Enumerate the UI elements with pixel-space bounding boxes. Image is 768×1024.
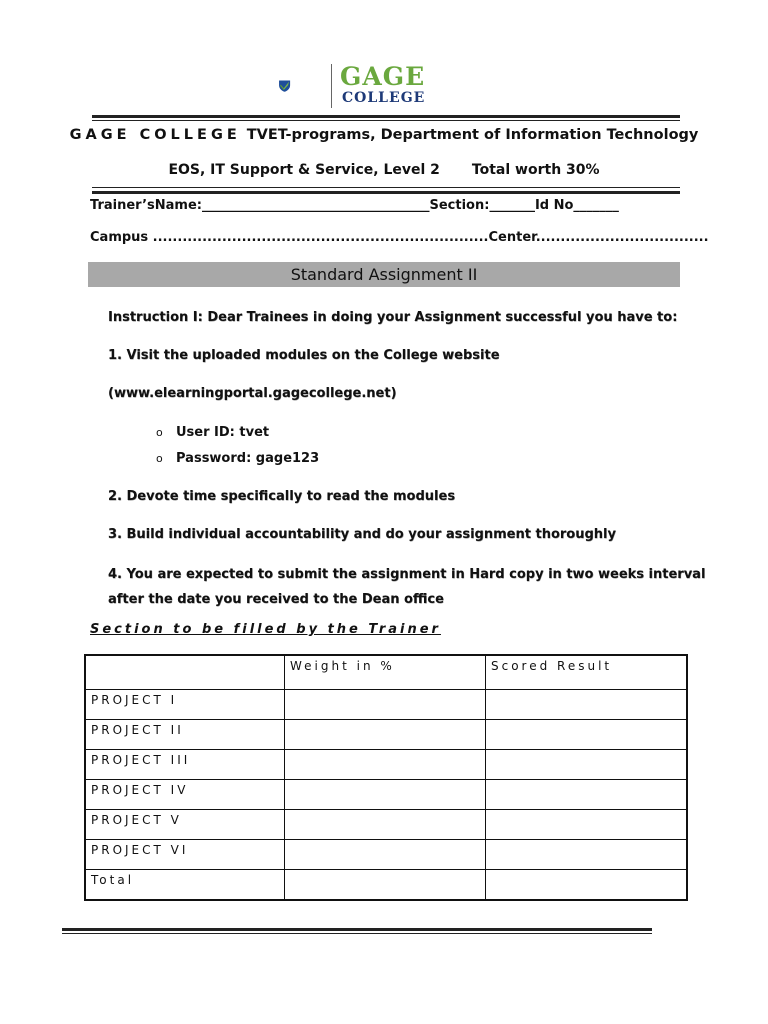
user-id-text: User ID: tvet <box>176 425 270 440</box>
score-cell[interactable] <box>486 750 688 780</box>
footer-rule <box>62 928 652 931</box>
college-name: GAGE COLLEGE <box>69 127 241 143</box>
header-line-2 <box>0 162 768 178</box>
header-cell-empty <box>85 655 285 690</box>
score-cell[interactable] <box>486 840 688 870</box>
table-row <box>85 750 687 780</box>
row-label: PROJECT II <box>85 720 285 750</box>
row-label: PROJECT IV <box>85 780 285 810</box>
row-label: PROJECT I <box>85 690 285 720</box>
header-rule-top <box>92 115 680 118</box>
weight-cell[interactable] <box>285 870 486 901</box>
assignment-banner: Standard Assignment II <box>88 262 680 287</box>
instruction-intro: Instruction I: Dear Trainees in doing your Assignment successful you have to: <box>108 310 678 325</box>
bullet-icon: o <box>156 426 163 439</box>
footer-rule-thin <box>62 933 652 934</box>
header-line-1 <box>0 127 768 143</box>
header-cell-weight: Weight in % <box>285 655 486 690</box>
score-cell[interactable] <box>486 810 688 840</box>
weight-cell[interactable] <box>285 750 486 780</box>
password-text: Password: gage123 <box>176 451 320 466</box>
instruction-item-3: 3. Build individual accountability and do your assignment thoroughly <box>108 527 616 542</box>
score-cell[interactable] <box>486 780 688 810</box>
weight-cell[interactable] <box>285 840 486 870</box>
college-logo <box>278 62 328 110</box>
logo-word-gage: GAGE <box>340 62 426 91</box>
weight-cell[interactable] <box>285 720 486 750</box>
programs-text: TVET-programs, Department of Information Technology <box>246 127 699 143</box>
instruction-item-4b: after the date you received to the Dean office <box>108 592 444 607</box>
header-cell-score: Scored Result <box>486 655 688 690</box>
table-row <box>85 780 687 810</box>
bullet-icon: o <box>156 452 163 465</box>
instruction-item-1: 1. Visit the uploaded modules on the College website <box>108 348 500 363</box>
table-row <box>85 720 687 750</box>
score-cell[interactable] <box>486 690 688 720</box>
logo-separator <box>331 64 332 108</box>
table-row <box>85 810 687 840</box>
trainer-fields-line: Trainer’sName:___________________________________Section:_______Id No_______ <box>90 198 619 213</box>
weight-cell[interactable] <box>285 810 486 840</box>
instruction-item-2: 2. Devote time specifically to read the modules <box>108 489 456 504</box>
course-text: EOS, IT Support & Service, Level 2 <box>168 162 440 178</box>
header-rule-top-thin <box>92 120 680 121</box>
list-item-user-id <box>156 425 269 440</box>
website-url: (www.elearningportal.gagecollege.net) <box>108 386 397 401</box>
row-label: Total <box>85 870 285 901</box>
score-cell[interactable] <box>486 720 688 750</box>
weight-cell[interactable] <box>285 690 486 720</box>
header-rule-bottom-thin <box>92 187 680 188</box>
table-row <box>85 840 687 870</box>
table-row <box>85 690 687 720</box>
logo-word-college: COLLEGE <box>342 90 426 106</box>
campus-fields-line: Campus ....................................................................Center................................... <box>90 230 709 245</box>
row-label: PROJECT V <box>85 810 285 840</box>
row-label: PROJECT III <box>85 750 285 780</box>
worth-text: Total worth 30% <box>471 162 600 178</box>
instruction-item-4a: 4. You are expected to submit the assignment in Hard copy in two weeks interval <box>108 567 706 582</box>
table-header-row <box>85 655 687 690</box>
table-row-total <box>85 870 687 901</box>
score-table <box>84 654 688 901</box>
row-label: PROJECT VI <box>85 840 285 870</box>
score-cell[interactable] <box>486 870 688 901</box>
list-item-password <box>156 451 319 466</box>
section-title: Section to be filled by the Trainer <box>90 622 441 637</box>
weight-cell[interactable] <box>285 780 486 810</box>
header-rule-bottom <box>92 191 680 194</box>
